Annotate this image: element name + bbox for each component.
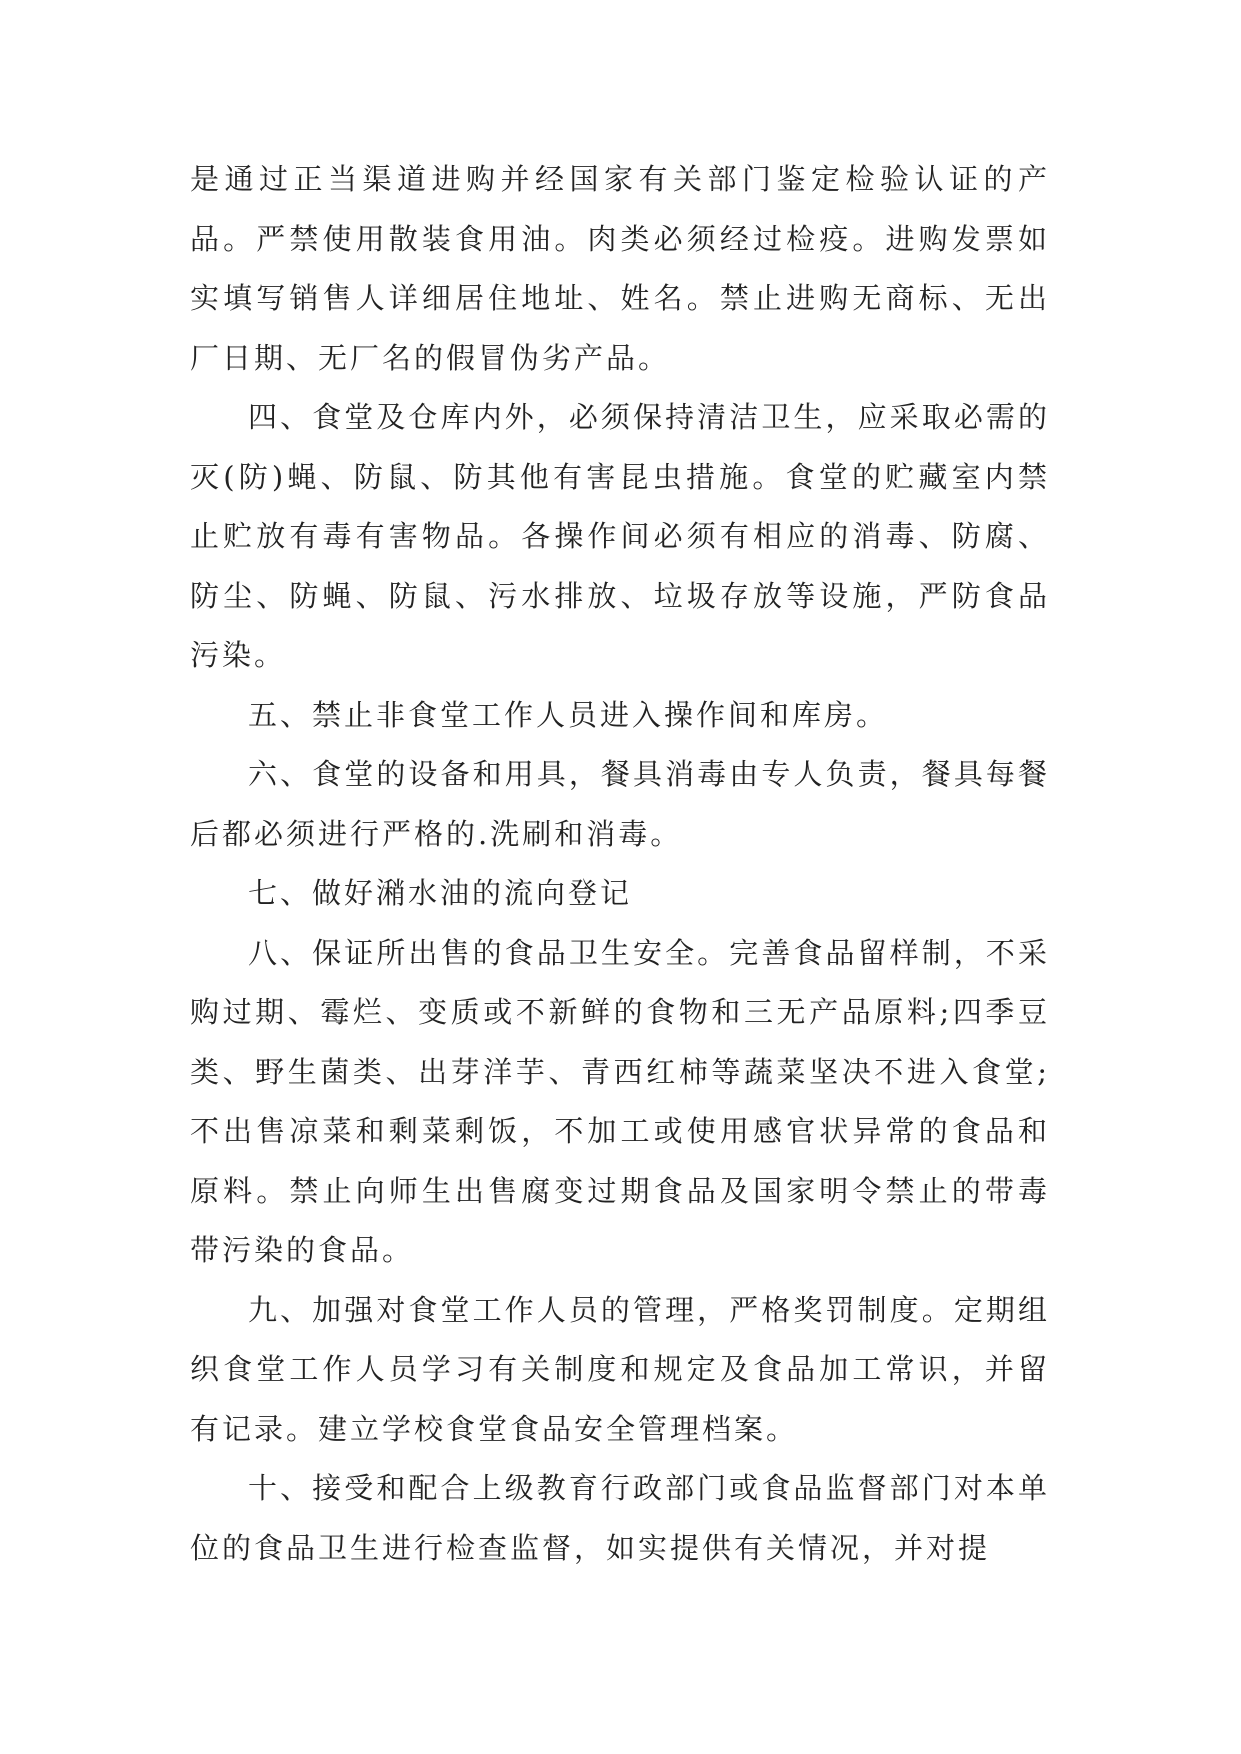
paragraph-item-6: 六、食堂的设备和用具，餐具消毒由专人负责，餐具每餐后都必须进行严格的.洗刷和消毒。	[190, 757, 1050, 851]
paragraph-item-10: 十、接受和配合上级教育行政部门或食品监督部门对本单位的食品卫生进行检查监督，如实提供有关情况，并对提	[190, 1471, 1050, 1565]
paragraph-continuation: 是通过正当渠道进购并经国家有关部门鉴定检验认证的产品。严禁使用散装食用油。肉类必须经过检疫。进购发票如实填写销售人详细居住地址、姓名。禁止进购无商标、无出厂日期、无厂名的假冒伪劣产品。	[190, 162, 1050, 375]
paragraph-item-7: 七、做好潲水油的流向登记	[248, 876, 633, 910]
paragraph-item-5: 五、禁止非食堂工作人员进入操作间和库房。	[248, 697, 889, 732]
paragraph-item-4: 四、食堂及仓库内外，必须保持清洁卫生，应采取必需的灭(防)蝇、防鼠、防其他有害昆虫措施。食堂的贮藏室内禁止贮放有毒有害物品。各操作间必须有相应的消毒、防腐、防尘、防蝇、防鼠、污水排放、垃圾存放等设施，严防食品污染。	[190, 400, 1050, 672]
document-body	[190, 150, 1050, 1578]
paragraph-item-9: 九、加强对食堂工作人员的管理，严格奖罚制度。定期组织食堂工作人员学习有关制度和规定及食品加工常识，并留有记录。建立学校食堂食品安全管理档案。	[190, 1292, 1050, 1446]
paragraph-item-8: 八、保证所出售的食品卫生安全。完善食品留样制，不采购过期、霉烂、变质或不新鲜的食物和三无产品原料;四季豆类、野生菌类、出芽洋芋、青西红柿等蔬菜坚决不进入食堂;不出售凉菜和剩菜剩饭，不加工或使用感官状异常的食品和原料。禁止向师生出售腐变过期食品及国家明令禁止的带毒带污染的食品。	[190, 935, 1050, 1267]
